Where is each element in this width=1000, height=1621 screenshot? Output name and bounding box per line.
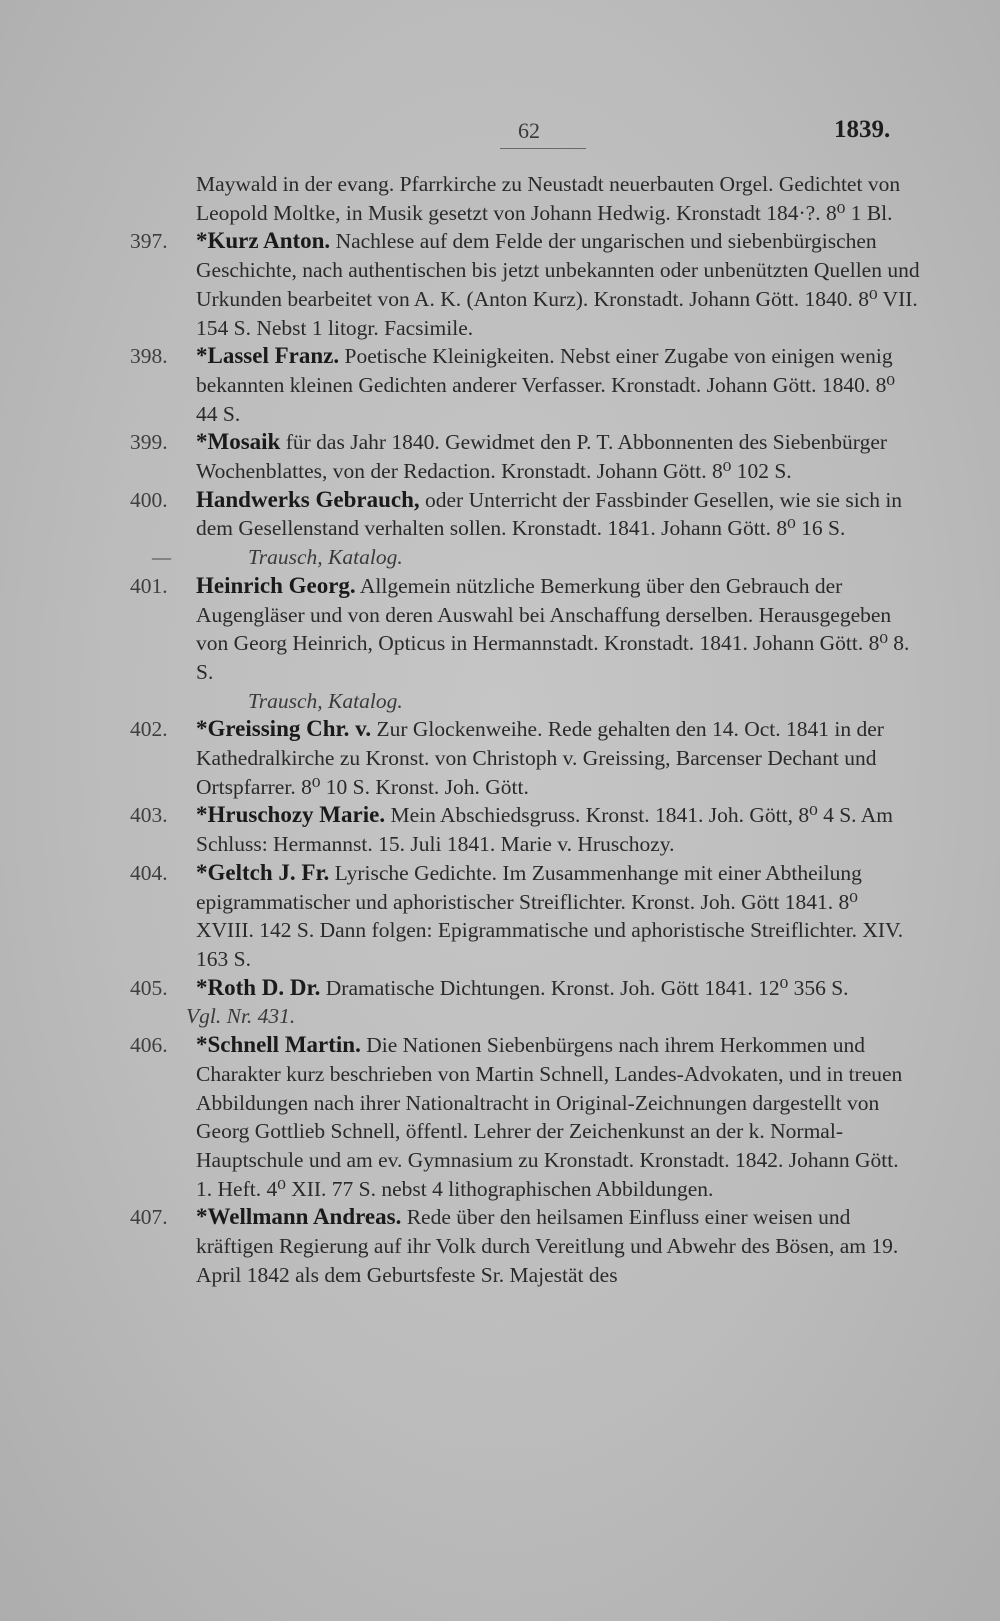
bibliography-entry (130, 1203, 920, 1289)
entry-number: 399. (130, 430, 168, 455)
entry-author: *Roth D. Dr. (196, 974, 321, 1000)
bibliography-entry (130, 974, 920, 1003)
page-number: 62 (518, 118, 540, 143)
entry-text: Lyrische Gedichte. Im Zusammenhange mit einer Abtheilung epigrammatischer und aphoristischer Streiflichter. Kronst. Joh. Gött 1841. 8⁰ XVIII. 142 S. Dann folgen: Epigrammatische und aphoristische Streiflichter. XIV. 163 S. (196, 860, 904, 971)
entry-text: oder Unterricht der Fassbinder Gesellen, wie sie sich in dem Gesellenstand verhalten sollen. Kronstadt. 1841. Johann Gött. 8⁰ 16 S. (196, 487, 903, 541)
bibliography-entry (130, 859, 920, 974)
entry-number: 402. (130, 717, 168, 742)
bibliography-entry (130, 715, 920, 801)
entry-number: 403. (130, 803, 168, 828)
entry-author: *Wellmann Andreas. (196, 1204, 402, 1230)
bibliography-entry (130, 801, 920, 858)
entry-author: *Mosaik (196, 429, 281, 455)
page-header (0, 112, 1000, 152)
entry-author: *Schnell Martin. (196, 1032, 361, 1058)
entry-text: Allgemein nützliche Bemerkung über den Gebrauch der Augengläser und von deren Auswahl bei Anschaffung derselben. Herausgegeben von Georg Heinrich, Opticus in Hermannstadt. Kronstadt. 1841. Johann Gött. 8⁰ 8. S. (196, 573, 910, 684)
bibliography-entry (130, 170, 920, 227)
reference-text: Trausch, Katalog. (248, 545, 403, 570)
entry-author: *Greissing Chr. v. (196, 716, 372, 742)
entry-number: 401. (130, 573, 168, 598)
reference-line (130, 687, 920, 716)
entry-text: Mein Abschiedsgruss. Kronst. 1841. Joh. Gött, 8⁰ 4 S. Am Schluss: Hermannst. 15. Juli 1841. Marie v. Hruschozy. (196, 803, 893, 857)
entry-text: Rede über den heilsamen Einfluss einer weisen und kräftigen Regierung auf ihr Volk durch Vereitlung und Abwehr des Bösen, am 19. April 1842 als dem Geburtsfeste Sr. Majestät des (196, 1205, 899, 1287)
dash-mark: — (152, 545, 172, 570)
bibliography-entry (130, 1031, 920, 1203)
entry-text: Dramatische Dichtungen. Kronst. Joh. Gött 1841. 12⁰ 356 S. (325, 975, 849, 1000)
reference-text: Vgl. Nr. 431. (186, 1004, 296, 1029)
entry-author: *Geltch J. Fr. (196, 859, 330, 885)
entry-text: Nachlese auf dem Felde der ungarischen und siebenbürgischen Geschichte, nach authentischen bis jetzt unbekannten oder unbenützten Quellen und Urkunden bearbeitet von A. K. (Anton Kurz). Kronstadt. Johann Gött. 1840. 8⁰ VII. 154 S. Nebst 1 litogr. Facsimile. (196, 229, 920, 340)
entry-text: Zur Glockenweihe. Rede gehalten den 14. Oct. 1841 in der Kathedralkirche zu Kronst. von Christoph v. Greissing, Barcenser Dechant und Ortspfarrer. 8⁰ 10 S. Kronst. Joh. Gött. (196, 717, 884, 799)
entry-text: Maywald in der evang. Pfarrkirche zu Neustadt neuerbauten Orgel. Gedichtet von Leopold Moltke, in Musik gesetzt von Johann Hedwig. Kronstadt 184·?. 8⁰ 1 Bl. (196, 172, 901, 225)
bibliography-entry (130, 572, 920, 687)
bibliography-entry (130, 428, 920, 485)
entry-number: 400. (130, 487, 168, 512)
bibliography-entry (130, 486, 920, 543)
header-year: 1839. (834, 116, 891, 143)
entry-author: Handwerks Gebrauch, (196, 486, 420, 512)
entry-author: *Hruschozy Marie. (196, 802, 386, 828)
entry-text: Poetische Kleinigkeiten. Nebst einer Zugabe von einigen wenig bekannten kleinen Gedichten anderer Verfasser. Kronstadt. Johann Gött. 1840. 8⁰ 44 S. (196, 344, 896, 426)
entry-author: Heinrich Georg. (196, 572, 356, 598)
reference-text: Trausch, Katalog. (248, 688, 403, 713)
entry-text: Die Nationen Siebenbürgens nach ihrem Herkommen und Charakter kurz beschrieben von Martin Schnell, Landes-Advokaten, und in treuen Abbildungen nach ihrer Nationaltracht in Original-Zeichnungen dargestellt von Georg Gottlieb Schnell, öffentl. Lehrer der Zeichenkunst an der k. Normal-Hauptschule und am ev. Gymnasium zu Kronstadt. Kronstadt. 1842. Johann Gött. 1. Heft. 4⁰ XII. 77 S. nebst 4 lithographischen Abbildungen. (196, 1033, 903, 1201)
entry-number: 406. (130, 1033, 168, 1058)
bibliography-entry (130, 227, 920, 342)
header-rule (500, 148, 586, 149)
entry-number: 398. (130, 344, 168, 369)
entry-number: 405. (130, 975, 168, 1000)
entry-author: *Lassel Franz. (196, 343, 340, 369)
entry-number: 397. (130, 229, 168, 254)
reference-line (130, 1002, 920, 1031)
entry-author: *Kurz Anton. (196, 228, 331, 254)
entry-number: 404. (130, 860, 168, 885)
bibliography-entry (130, 342, 920, 428)
reference-line (130, 543, 920, 572)
entry-number: 407. (130, 1205, 168, 1230)
bibliography-entries (130, 170, 920, 1289)
entry-text: für das Jahr 1840. Gewidmet den P. T. Abbonnenten des Siebenbürger Wochenblattes, von der Redaction. Kronstadt. Johann Gött. 8⁰ 102 S. (196, 430, 888, 484)
